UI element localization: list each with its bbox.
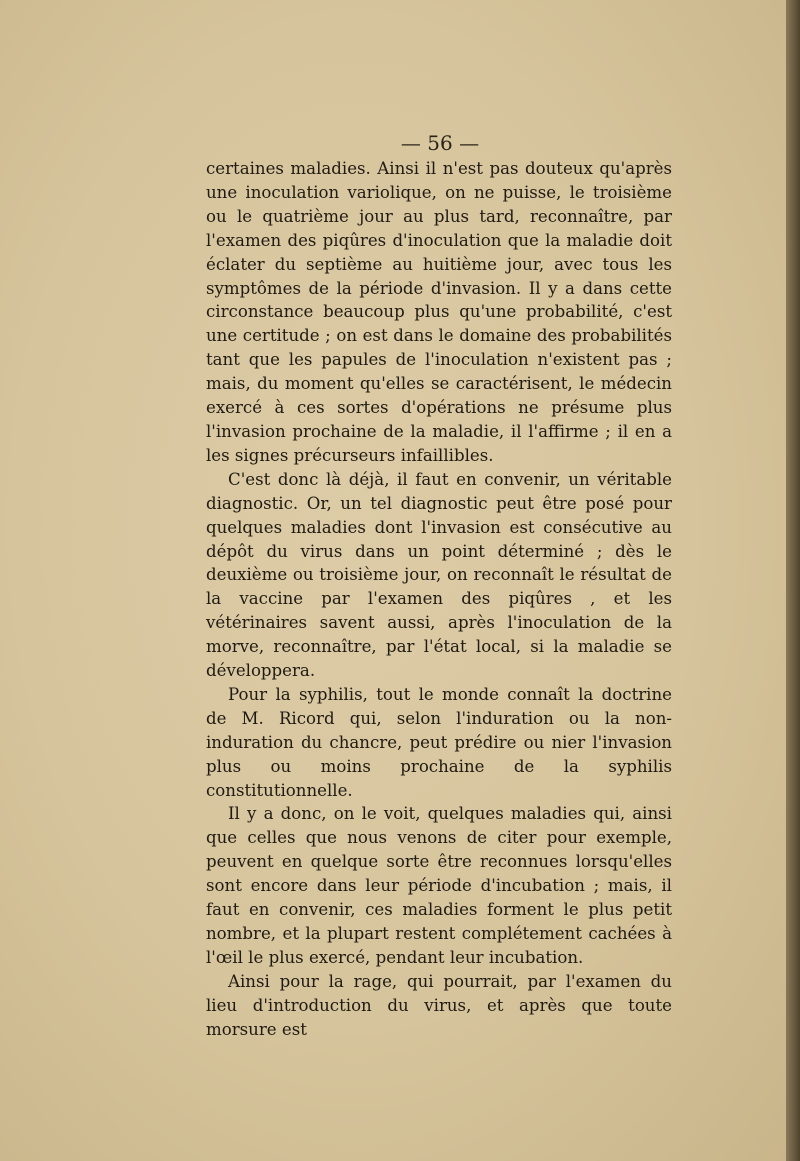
paragraph: certaines maladies. Ainsi il n'est pas douteux qu'après une inoculation variolique, on ne puisse, le troisième ou le quatrième jour au plus tard, reconnaître, par l'examen des piqûres d'inoculation que la maladie doit éclater du septième au huitième jour, avec tous les symptômes de la période d'invasion. Il y a dans cette circonstance beaucoup plus qu'une probabilité, c'est une certitude ; on est dans le domaine des probabilités tant que les papules de l'inoculation n'existent pas ; mais, du moment qu'elles se caractérisent, le médecin exercé à ces sortes d'opérations ne présume plus l'invasion prochaine de la maladie, il l'affirme ; il en a les signes précurseurs infaillibles. — [206, 159, 672, 465]
paragraph: Ainsi pour la rage, qui pourrait, par l'examen du lieu d'introduction du virus, et après que toute morsure est — [206, 971, 672, 1039]
paragraph: Il y a donc, on le voit, quelques maladies qui, ainsi que celles que nous venons de citer pour exemple, peuvent en quelque sorte être reconnues lorsqu'elles sont encore dans leur période d'incubation ; mais, il faut en convenir, ces maladies forment le plus petit nombre, et la plupart restent complétement cachées à l'œil le plus exercé, pendant leur incubation. — [206, 804, 672, 967]
body-text — [206, 157, 672, 1042]
paragraph: Pour la syphilis, tout le monde connaît la doctrine de M. Ricord qui, selon l'induration ou la non-induration du chancre, peut prédire ou nier l'invasion plus ou moins prochaine de la syphilis constitutionnelle. — [206, 684, 672, 800]
paragraph: C'est donc là déjà, il faut en convenir, un véritable diagnostic. Or, un tel diagnostic peut être posé pour quelques maladies dont l'invasion est consécutive au dépôt du virus dans un point déterminé ; dès le deuxième ou troisième jour, on reconnaît le résultat de la vaccine par l'examen des piqûres , et les vétérinaires savent aussi, après l'inoculation de la morve, reconnaître, par l'état local, si la maladie se développera. — [206, 469, 672, 681]
page-number: — 56 — — [400, 131, 480, 155]
page-edge — [786, 0, 800, 1161]
